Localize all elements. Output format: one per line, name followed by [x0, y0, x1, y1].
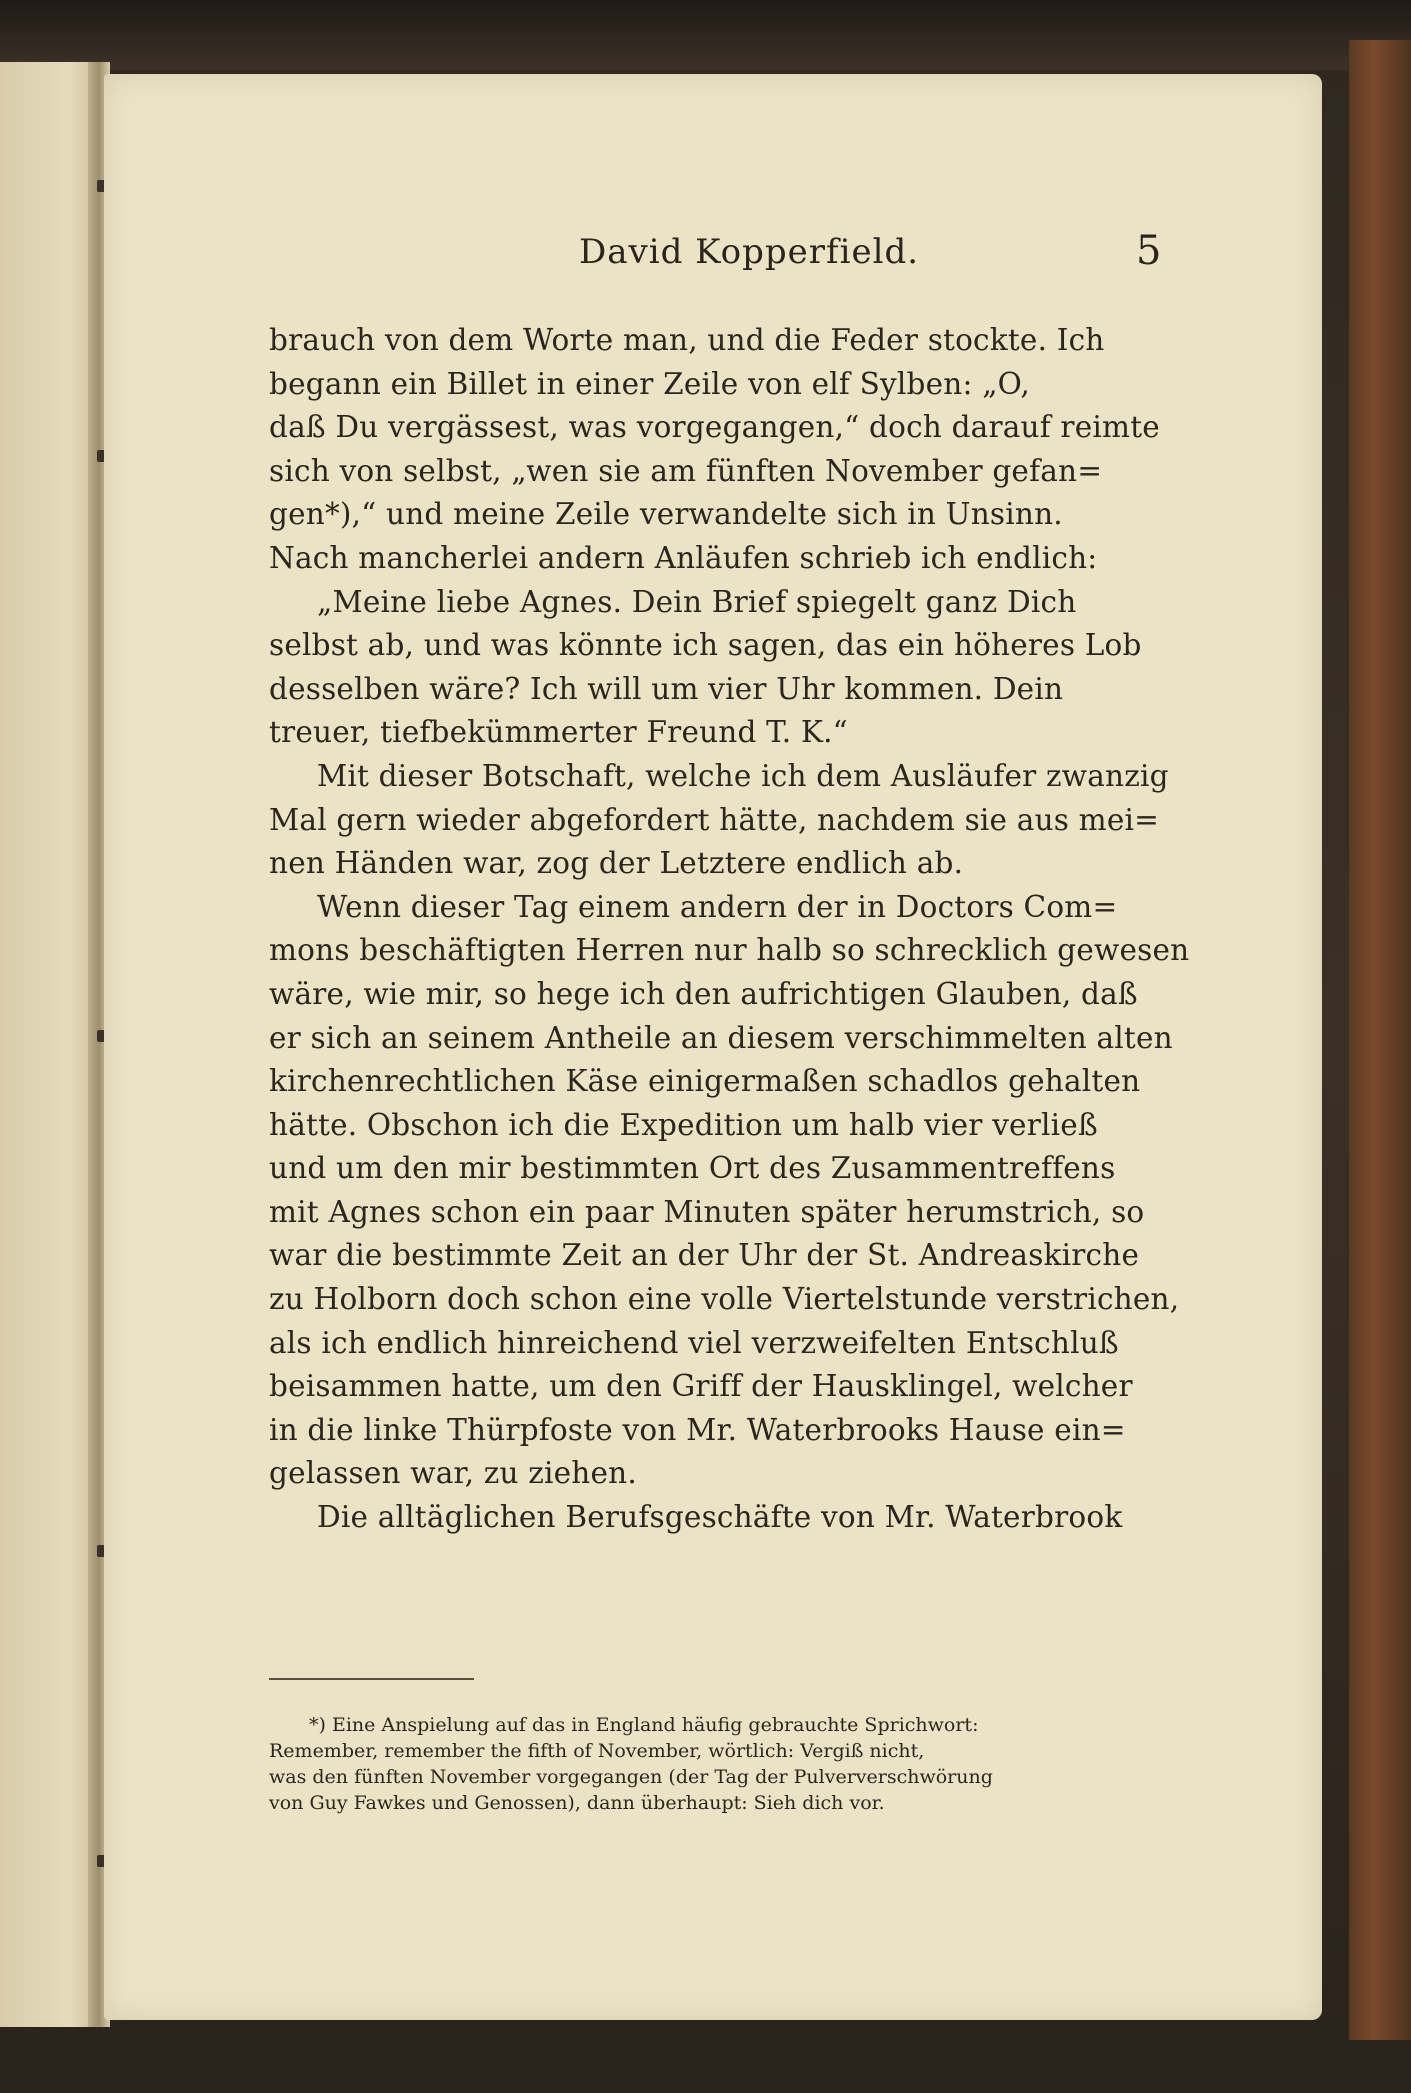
text-line: sich von selbst, „wen sie am fünften November gefan= [269, 453, 1103, 488]
text-line: brauch von dem Worte man, und die Feder stockte. Ich [269, 323, 1105, 357]
text-line: daß Du vergässest, was vorgegangen,“ doch darauf reimte [269, 410, 1160, 445]
text-line: kirchenrechtlichen Käse einigermaßen schadlos gehalten [269, 1064, 1141, 1099]
text-line: „Meine liebe Agnes. Dein Brief spiegelt ganz Dich [317, 584, 1077, 619]
text-line: beisammen hatte, um den Griff der Hausklingel, welcher [269, 1369, 1133, 1404]
text-line: begann ein Billet in einer Zeile von elf Sylben: „O, [269, 366, 1030, 401]
text-line: zu Holborn doch schon eine volle Viertelstunde verstrichen, [269, 1282, 1180, 1317]
text-line: wäre, wie mir, so hege ich den aufrichtigen Glauben, daß [269, 976, 1138, 1011]
body-text [269, 319, 1190, 1540]
text-line: nen Händen war, zog der Letztere endlich ab. [269, 846, 964, 881]
text-line: desselben wäre? Ich will um vier Uhr kommen. Dein [269, 671, 1064, 706]
text-line: gen*),“ und meine Zeile verwandelte sich in Unsinn. [269, 497, 1063, 532]
book-cover-right-edge [1349, 40, 1411, 2040]
text-line: in die linke Thürpfoste von Mr. Waterbrooks Hause ein= [269, 1412, 1126, 1447]
text-line: Mit dieser Botschaft, welche ich dem Ausläufer zwanzig [317, 758, 1169, 793]
footnote-line: was den fünften November vorgegangen (der Tag der Pulververschwörung [269, 1766, 993, 1788]
text-line: hätte. Obschon ich die Expedition um halb vier verließ [269, 1107, 1098, 1142]
page-header [104, 228, 1322, 292]
text-line: und um den mir bestimmten Ort des Zusammentreffens [269, 1151, 1116, 1186]
text-line: selbst ab, und was könnte ich sagen, das ein höheres Lob [269, 628, 1142, 663]
facing-page-edge [0, 62, 100, 2027]
text-line: Die alltäglichen Berufsgeschäfte von Mr. Waterbrook [317, 1500, 1123, 1535]
text-line: mons beschäftigten Herren nur halb so schrecklich gewesen [269, 933, 1190, 968]
footnote-line: Remember, remember the fifth of November, wörtlich: Vergiß nicht, [269, 1740, 925, 1762]
text-line: mit Agnes schon ein paar Minuten später herumstrich, so [269, 1194, 1145, 1229]
text-line: treuer, tiefbekümmerter Freund T. K.“ [269, 715, 848, 750]
footnote [269, 1712, 1169, 1816]
running-title: David Kopperfield. [579, 232, 920, 272]
book-page [104, 74, 1322, 2020]
book-cover-top-edge [0, 0, 1411, 70]
footnote-separator [269, 1678, 474, 1680]
text-line: war die bestimmte Zeit an der Uhr der St. Andreaskirche [269, 1238, 1140, 1273]
text-line: er sich an seinem Antheile an diesem verschimmelten alten [269, 1020, 1173, 1055]
text-line: als ich endlich hinreichend viel verzweifelten Entschluß [269, 1325, 1119, 1360]
footnote-line: *) Eine Anspielung auf das in England häufig gebrauchte Sprichwort: [309, 1714, 979, 1736]
footnote-line: von Guy Fawkes und Genossen), dann überhaupt: Sieh dich vor. [269, 1792, 885, 1814]
text-line: Wenn dieser Tag einem andern der in Doctors Com= [317, 889, 1118, 924]
text-line: gelassen war, zu ziehen. [269, 1456, 637, 1491]
text-line: Mal gern wieder abgefordert hätte, nachdem sie aus mei= [269, 802, 1160, 837]
text-line: Nach mancherlei andern Anläufen schrieb ich endlich: [269, 540, 1098, 575]
page-number: 5 [1136, 228, 1162, 274]
